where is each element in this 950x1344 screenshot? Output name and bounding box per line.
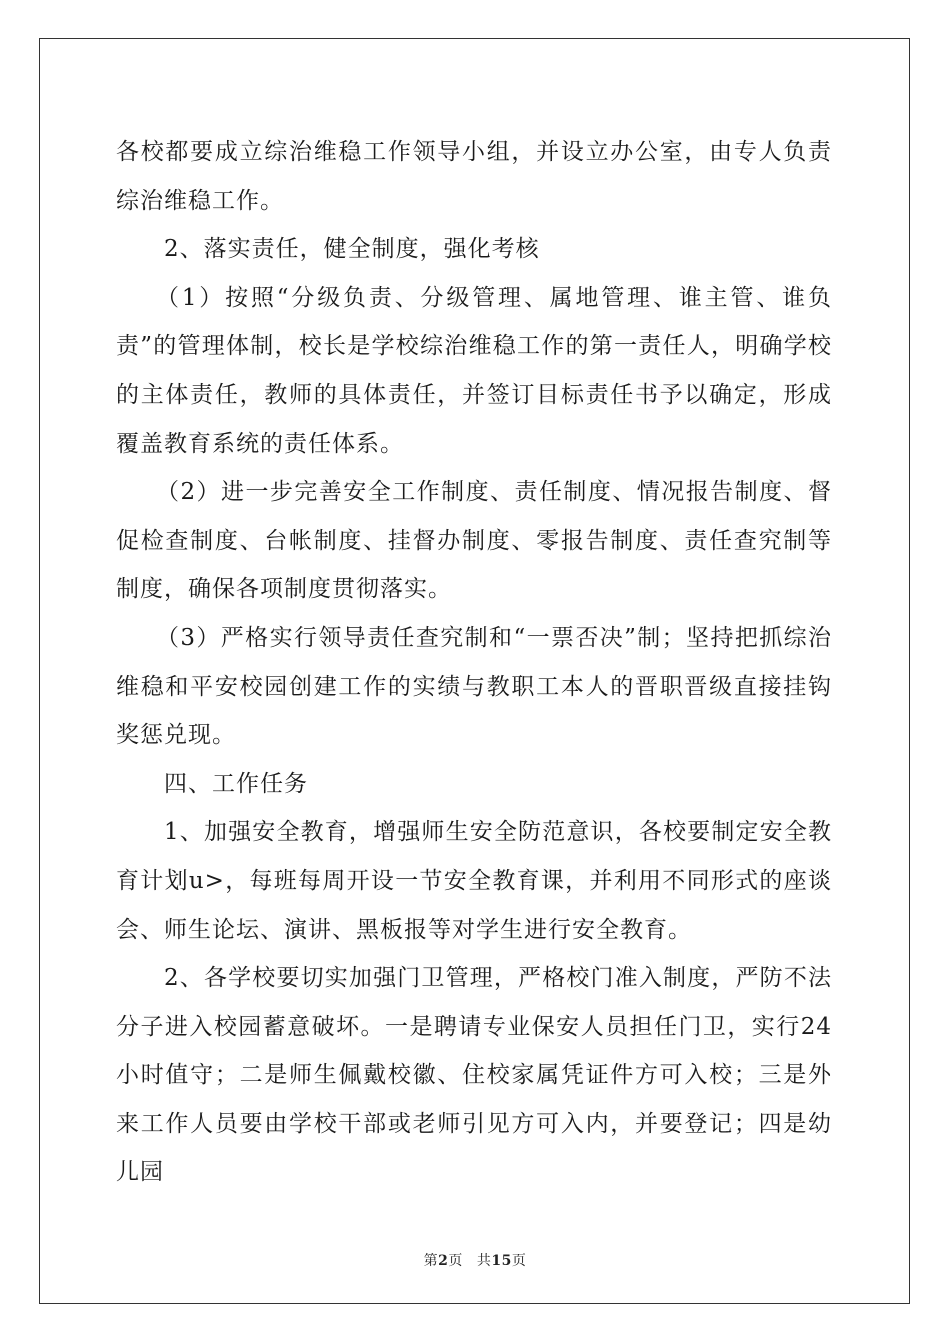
page-label-suffix: 页 <box>448 1253 463 1269</box>
paragraph: 各校都要成立综治维稳工作领导小组，并设立办公室，由专人负责综治维稳工作。 <box>116 139 832 214</box>
document-body <box>116 128 832 1197</box>
paragraph: （3）严格实行领导责任查究制和“一票否决”制；坚持把抓综治维稳和平安校园创建工作的实绩与教职工本人的晋职晋级直接挂钩奖惩兑现。 <box>116 624 832 749</box>
paragraph: 2、各学校要切实加强门卫管理，严格校门准入制度，严防不法分子进入校园蓄意破坏。一是聘请专业保安人员担任门卫，实行24小时值守；二是师生佩戴校徽、住校家属凭证件方可入校；三是外来工作人员要由学校干部或老师引见方可入内，并要登记；四是幼儿园 <box>116 965 832 1186</box>
total-label-prefix: 共 <box>476 1253 492 1269</box>
page-footer <box>0 1250 950 1270</box>
paragraph: 1、加强安全教育，增强师生安全防范意识，各校要制定安全教育计划u>，每班每周开设一节安全教育课，并利用不同形式的座谈会、师生论坛、演讲、黑板报等对学生进行安全教育。 <box>116 819 832 943</box>
total-pages-number: 15 <box>491 1253 512 1269</box>
paragraph: （2）进一步完善安全工作制度、责任制度、情况报告制度、督促检查制度、台帐制度、挂督办制度、零报告制度、责任查究制等制度，确保各项制度贯彻落实。 <box>116 479 832 603</box>
section-heading: 四、工作任务 <box>164 770 308 797</box>
paragraph: （1）按照“分级负责、分级管理、属地管理、谁主管、谁负责”的管理体制，校长是学校综治维稳工作的第一责任人，明确学校的主体责任，教师的具体责任，并签订目标责任书予以确定，形成覆盖教育系统的责任体系。 <box>116 284 832 457</box>
total-label-suffix: 页 <box>511 1253 527 1269</box>
current-page-number: 2 <box>438 1253 449 1269</box>
page-label-prefix: 第 <box>423 1253 439 1269</box>
section-subheading: 2、落实责任，健全制度，强化考核 <box>164 236 540 263</box>
